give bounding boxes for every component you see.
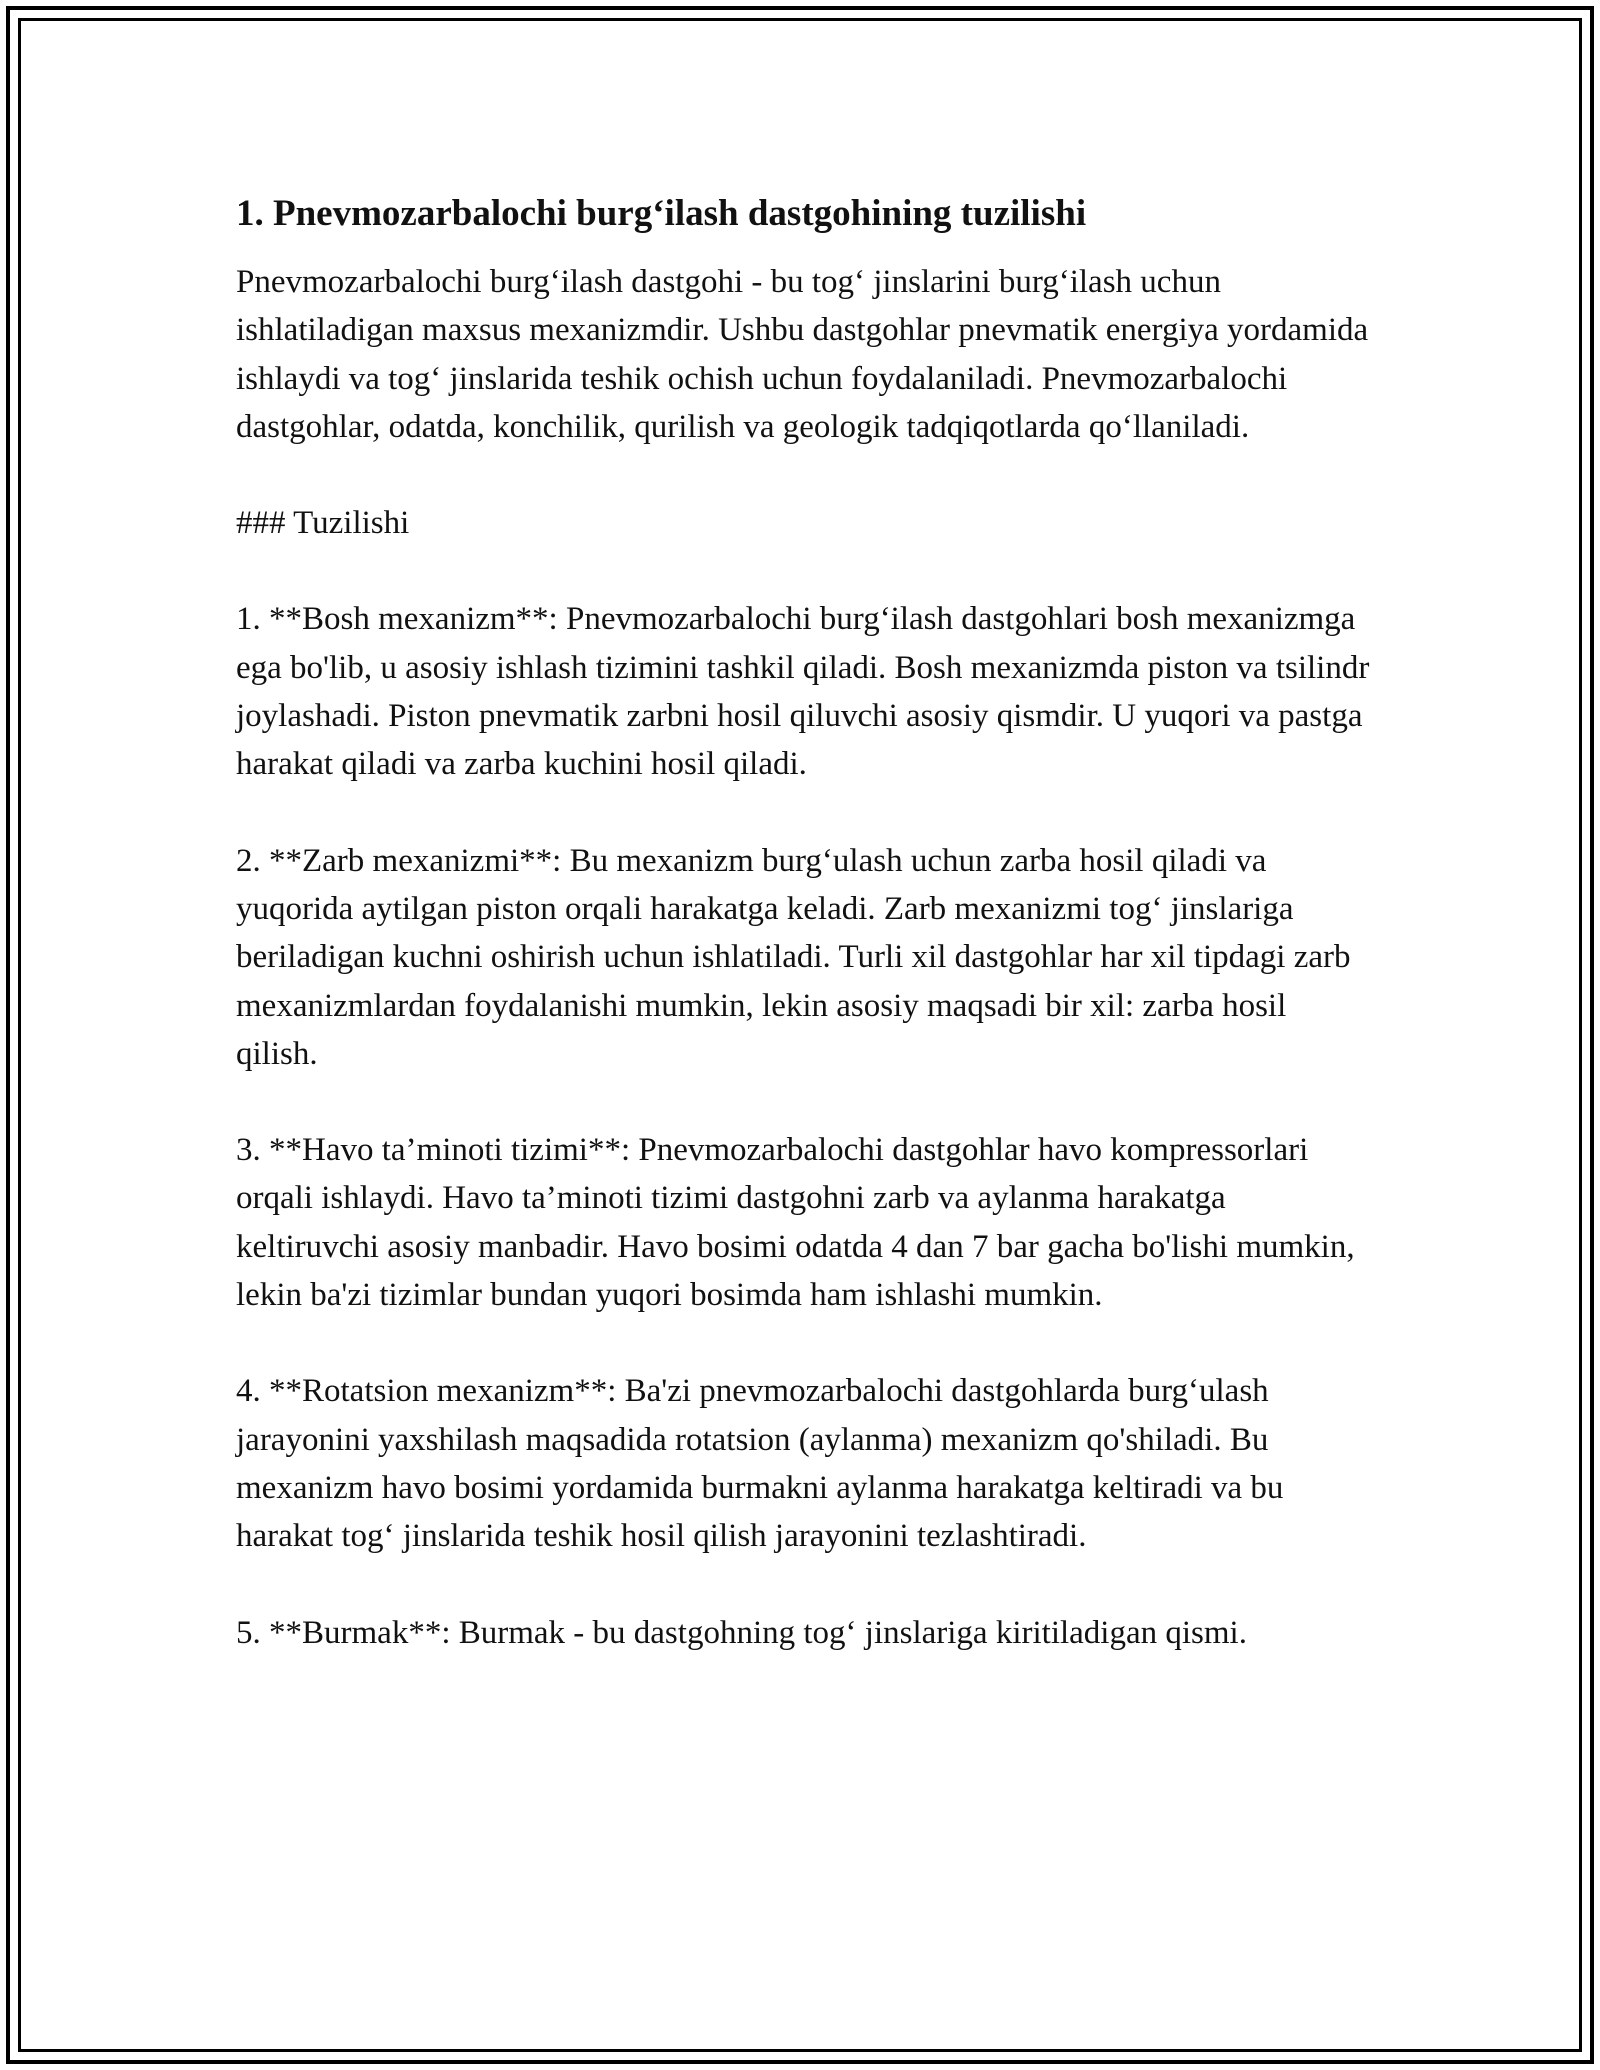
section-heading: ### Tuzilishi <box>236 505 410 542</box>
document-title: 1. Pnevmozarbalochi burg‘ilash dastgohining tuzilishi <box>236 193 1087 234</box>
document-body <box>236 186 1376 1705</box>
list-item: 2. **Zarb mexanizmi**: Bu mexanizm burg‘ulash uchun zarba hosil qiladi va yuqorida aytilgan piston orqali harakatga keladi. Zarb mexanizmi tog‘ jinslariga beriladigan kuchni oshirish uchun ishlatiladi. Turli xil dastgohlar har xil tipdagi zarb mexanizmlardan foydalanishi mumkin, lekin asosiy maqsadi bir xil: zarba hosil qilish. <box>236 842 1351 1072</box>
intro-paragraph: Pnevmozarbalochi burg‘ilash dastgohi - bu tog‘ jinslarini burg‘ilash uchun ishlatiladigan maxsus mexanizmdir. Ushbu dastgohlar pnevmatik energiya yordamida ishlaydi va tog‘ jinslarida teshik ochish uchun foydalaniladi. Pnevmozarbalochi dastgohlar, odatda, konchilik, qurilish va geologik tadqiqotlarda qo‘llaniladi. <box>236 264 1369 445</box>
list-item: 4. **Rotatsion mexanizm**: Ba'zi pnevmozarbalochi dastgohlarda burg‘ulash jarayonini yaxshilash maqsadida rotatsion (aylanma) mexanizm qo'shiladi. Bu mexanizm havo bosimi yordamida burmakni aylanma harakatga keltiradi va bu harakat tog‘ jinslarida teshik hosil qilish jarayonini tezlashtiradi. <box>236 1373 1284 1555</box>
list-item: 3. **Havo ta’minoti tizimi**: Pnevmozarbalochi dastgohlar havo kompressorlari orqali ishlaydi. Havo ta’minoti tizimi dastgohni zarb va aylanma harakatga keltiruvchi asosiy manbadir. Havo bosimi odatda 4 dan 7 bar gacha bo'lishi mumkin, lekin ba'zi tizimlar bundan yuqori bosimda ham ishlashi mumkin. <box>236 1132 1355 1314</box>
list-item: 1. **Bosh mexanizm**: Pnevmozarbalochi burg‘ilash dastgohlari bosh mexanizmga ega bo'lib, u asosiy ishlash tizimini tashkil qiladi. Bosh mexanizmda piston va tsilindr joylashadi. Piston pnevmatik zarbni hosil qiluvchi asosiy qismdir. U yuqori va pastga harakat qiladi va zarba kuchini hosil qiladi. <box>236 601 1370 783</box>
list-item: 5. **Burmak**: Burmak - bu dastgohning tog‘ jinslariga kiritiladigan qismi. <box>236 1614 1247 1651</box>
